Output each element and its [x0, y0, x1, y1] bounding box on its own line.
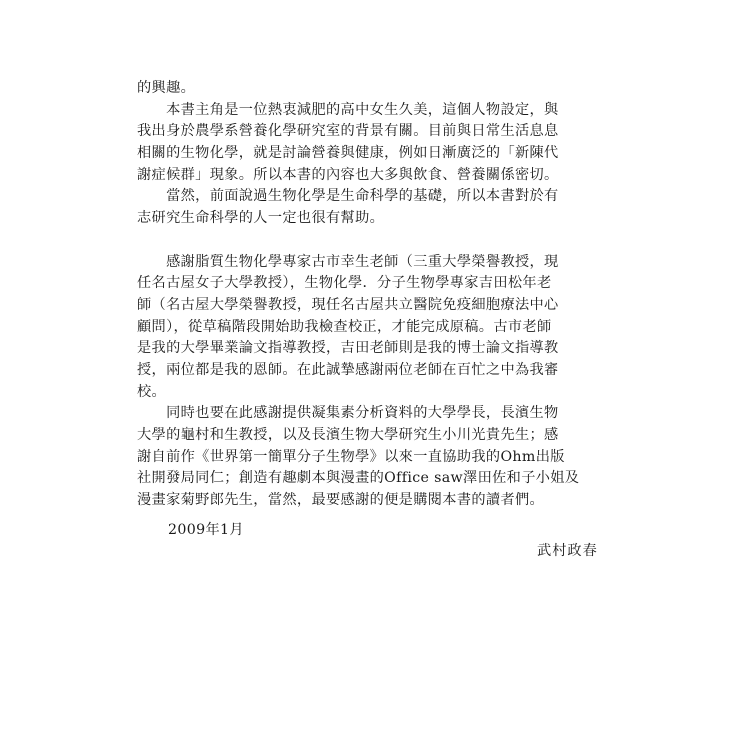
text-line: 相關的生物化學，就是討論營養與健康，例如日漸廣泛的「新陳代 [137, 145, 559, 162]
paragraph-acknowledgement-others [137, 403, 615, 511]
author-signature: 武村政春 [537, 543, 598, 559]
text-line: 同時也要在此感謝提供凝集素分析資料的大學學長，長濱生物 [137, 405, 559, 422]
text-line: 我出身於農學系營養化學研究室的背景有關。目前與日常生活息息 [137, 123, 559, 140]
text-line: 師（名古屋大學榮譽教授，現任名古屋共立醫院免疫細胞療法中心 [137, 296, 559, 313]
date-line: 2009年1月 [168, 522, 244, 538]
text-line: 本書主角是一位熱衷減肥的高中女生久美，這個人物設定，與 [137, 101, 559, 118]
text-line: 顧問），從草稿階段開始助我檢查校正，才能完成原稿。古市老師 [137, 318, 552, 335]
text-line: 大學的龜村和生教授，以及長濱生物大學研究生小川光貴先生；感 [137, 427, 559, 443]
text-line: 志研究生命科學的人一定也很有幫助。 [137, 210, 385, 227]
text-line: 的興趣。 [137, 80, 196, 96]
text-line: 謝症候群」現象。所以本書的內容也大多與飲食、營養關係密切。 [137, 166, 559, 183]
paragraph-life-science [137, 186, 615, 229]
paragraph-spacer [137, 230, 615, 252]
text-line: 社開發局同仁；創造有趣劇本與漫畫的Office saw澤田佐和子小姐及 [137, 470, 580, 487]
paragraph-continuation [137, 78, 615, 100]
paragraph-main-character [137, 100, 615, 187]
text-line: 感謝脂質生物化學專家古市幸生老師（三重大學榮譽教授，現 [137, 253, 559, 270]
text-line: 當然，前面說過生物化學是生命科學的基礎，所以本書對於有 [137, 188, 559, 205]
text-line: 任名古屋女子大學教授），生物化學．分子生物學專家吉田松年老 [137, 275, 552, 292]
text-line: 授，兩位都是我的恩師。在此誠摯感謝兩位老師在百忙之中為我審 [137, 361, 559, 378]
afterword-text [137, 78, 615, 512]
text-line: 謝自前作《世界第一簡單分子生物學》以來一直協助我的Ohm出版 [137, 448, 565, 465]
text-line: 漫畫家菊野郎先生，當然，最要感謝的便是購閱本書的讀者們。 [137, 492, 545, 509]
text-line: 校。 [137, 383, 167, 400]
text-line: 是我的大學畢業論文指導教授，吉田老師則是我的博士論文指導教 [137, 340, 559, 357]
paragraph-acknowledgement-teachers [137, 252, 615, 404]
